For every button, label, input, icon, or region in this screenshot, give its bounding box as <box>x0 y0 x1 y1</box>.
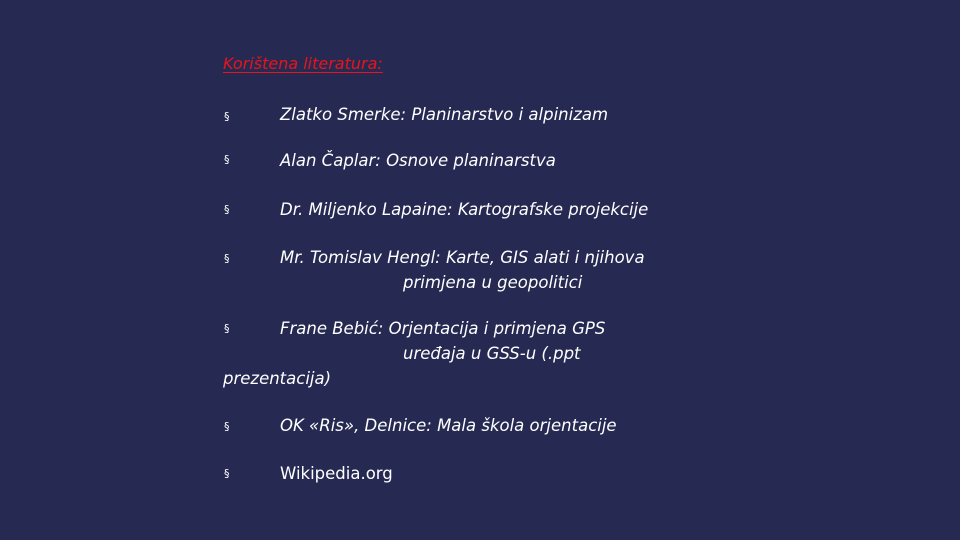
reference-item-5: Frane Bebić: Orjentacija i primjena GPS <box>280 319 606 338</box>
reference-item-4-continuation: primjena u geopolitici <box>403 273 583 292</box>
bullet-icon: § <box>224 153 230 166</box>
bullet-icon: § <box>224 252 230 265</box>
bullet-icon: § <box>224 203 230 216</box>
reference-item-1: Zlatko Smerke: Planinarstvo i alpinizam <box>280 105 609 124</box>
reference-item-4: Mr. Tomislav Hengl: Karte, GIS alati i njihova <box>280 248 645 267</box>
reference-item-6: OK «Ris», Delnice: Mala škola orjentacije <box>280 416 617 435</box>
reference-item-3: Dr. Miljenko Lapaine: Kartografske projekcije <box>280 200 649 219</box>
bullet-icon: § <box>224 110 230 123</box>
bullet-icon: § <box>224 420 230 433</box>
bullet-icon: § <box>224 322 230 335</box>
slide-heading: Korištena literatura: <box>223 54 383 73</box>
reference-item-2: Alan Čaplar: Osnove planinarstva <box>280 151 556 170</box>
reference-item-7: Wikipedia.org <box>280 464 393 483</box>
reference-item-5-wrap: prezentacija) <box>223 369 332 388</box>
bullet-icon: § <box>224 467 230 480</box>
reference-item-5-continuation: uređaja u GSS-u (.ppt <box>403 344 581 363</box>
